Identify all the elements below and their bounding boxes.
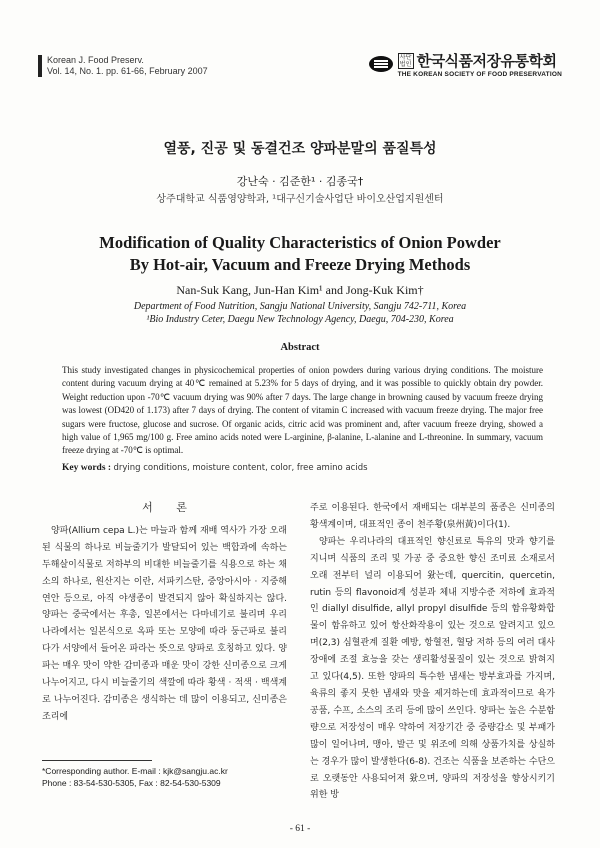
body-paragraph: 양파(Allium cepa L.)는 마늘과 함께 재배 역사가 가장 오래된 식물의 하나로 비늘줄기가 발달되어 있는 백합과에 속하는 두해살이식물로 저하부의 비대한 비늘줄기를 식용으로 하는 채소의 하나로, 원산지는 이란, 서파키스탄, 중앙아시아 · 지중해연안 등으로, 아직 야생종이 발견되지 않아 확실하지는 않다. 양파는 중국에서는 후총, 일본에서는 다마네기로 불리며 우리나라에서는 일본식으로 옥파 또는 모양에 따라 둥근파로 불리다가 서양에서 들어온 파라는 뜻으로 양파로 호칭하고 있다. 양파는 매우 맛이 약한 감미종과 매운 맛이 강한 신미종으로 크게 나누어지고, 다시 비늘줄기의 색깔에 따라 황색 · 적색 · 백색계로 나누어진다. 감미종은 생식하는 데 많이 이용되고, 신미종은 조리에 [42,525,287,722]
footnote-phone: Phone : 83-54-530-5305, Fax : 82-54-530-5309 [42,778,221,788]
society-header [368,50,562,78]
keywords-label: Key words : [62,463,112,473]
journal-volume: Vol. 14, No. 1. pp. 61-66, February 2007 [47,66,208,76]
english-affiliations [0,300,600,326]
keywords [62,463,368,473]
korean-title: 열풍, 진공 및 동결건조 양파분말의 품질특성 [163,141,437,157]
society-logo-icon [368,55,394,73]
society-name-english: THE KOREAN SOCIETY OF FOOD PRESERVATION [397,71,562,78]
keywords-text: drying conditions, moisture content, color, free amino acids [113,463,368,473]
society-prefix: 사단 법인 [398,53,414,69]
english-title-line1: Modification of Quality Characteristics of Onion Powder [99,233,501,252]
body-paragraph: 양파는 우리나라의 대표적인 향신료로 특유의 맛과 향기를 지니며 식품의 조리 및 가공 중 중요한 향신 조미료 소재로서 오래 전부터 널리 이용되어 왔는데, quercitin, quercetin, rutin 등의 flavonoid계 성분과 체내 지방수준 저하에 효과적인 diallyl disulfide, allyl propyl disulfide 등의 함유황화합물이 함유하고 있어 항산화작용이 있는 것으로 알려지고 있으며(2,3) 심혈관계 질환 예방, 항혈전, 혈당 저하 등의 여러 대사 장애에 조절 효능을 갖는 생리활성물질이 있는 것으로 밝혀지고 있다(4,5). 또한 양파의 특수한 냄새는 방부효과를 가지며, 육류의 좋지 못한 냄새와 맛을 제거하는데 효과적이므로 육가공품, 수프, 소스의 조리 등에 많이 쓰인다. 양파는 높은 수분함량으로 저장성이 매우 약하여 저장기간 중 중량감소 및 부패가 많이 일어나며, 맹아, 발근 및 위조에 의해 상품가치를 상실하는 경우가 많이 발생한다(6-8). 건조는 식품을 보존하는 수단으로 오랫동안 사용되어져 왔으며, 양파의 저장성을 향상시키기 위한 방 [310,536,555,801]
section-heading: 서 론 [142,501,197,514]
body-paragraph: 주로 이용된다. 한국에서 재배되는 대부분의 품종은 신미종의 황색계이며, 대표적인 종이 천주황(泉州黃)이다(1). [310,503,555,530]
right-column [310,500,555,804]
english-title [0,232,600,276]
journal-citation [38,55,208,77]
footnote-divider [42,760,152,761]
corresponding-author-footnote [42,765,228,789]
left-column [42,500,287,726]
korean-authors: 강난숙 · 김준한¹ · 김종국† [236,175,364,188]
affiliation-2: ¹Bio Industry Ceter, Daegu New Technology Agency, Daegu, 704-230, Korea [146,314,454,325]
english-title-line2: By Hot-air, Vacuum and Freeze Drying Methods [129,255,471,274]
abstract-text: This study investigated changes in physicochemical properties of onion powders during various drying conditions. The moisture content during vacuum drying at 40℃ remained at 5.23% for 5 days of drying, and it was possible to quickly obtain dry powder. Weight reduction upon -70℃ vacuum drying was 90% after 7 days. The large change in browning caused by vacuum freeze drying was lowest (OD420 of 1.173) after 7 days of drying. The content of vitamin C increased with vacuum freeze drying. The major free sugars were fructose, glucose and sucrose. Of organic acids, citric acid was prominent and, after vacuum freeze drying, showed a high value of 1,965 mg/100 g. Free amino acids noted were L-arginine, β-alanine, L-alanine and L-threonine. In summary, vacuum freeze drying at -70℃ is optimal. [62,365,543,456]
page-number: - 61 - [289,824,311,834]
abstract-heading: Abstract [280,342,320,353]
korean-affiliations: 상주대학교 식품영양학과, ¹대구신기술사업단 바이오산업지원센터 [156,194,444,205]
journal-name: Korean J. Food Preserv. [47,55,144,65]
affiliation-1: Department of Food Nutrition, Sangju National University, Sangju 742-711, Korea [133,301,467,312]
society-name-korean: 한국식품저장유통학회 [416,52,557,70]
english-authors: Nan-Suk Kang, Jun-Han Kim¹ and Jong-Kuk Kim† [176,283,424,297]
footnote-email: *Corresponding author. E-mail : kjk@sangju.ac.kr [42,766,228,776]
